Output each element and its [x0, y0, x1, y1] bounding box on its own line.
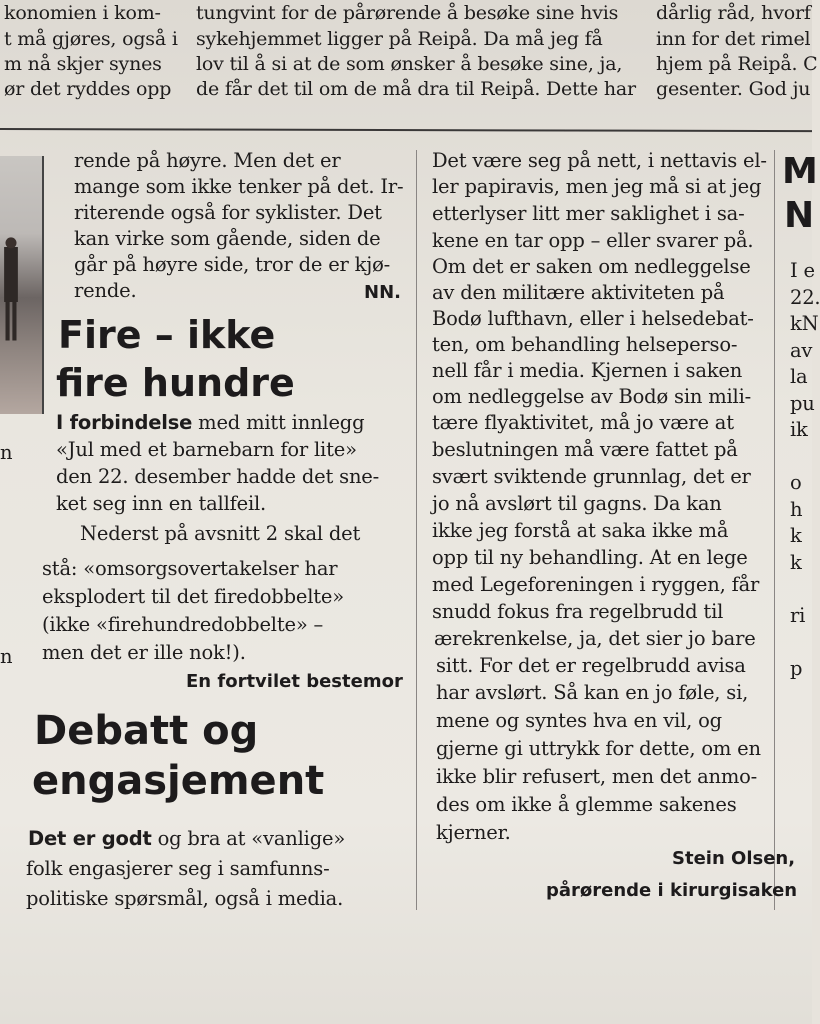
top-col1-line: m nå skjer synes	[4, 53, 162, 75]
top-col2-line: de får det til om de må dra til Reipå. Dette har	[196, 78, 636, 100]
right-edge-fragment: I e	[790, 259, 815, 282]
body-line: folk engasjerer seg i samfunns-	[26, 857, 330, 880]
lead-bold: Det er godt	[28, 827, 152, 850]
body-line: mange som ikke tenker på det. Ir-	[74, 175, 404, 198]
top-col1-line: konomien i kom-	[4, 2, 161, 24]
body-line: «Jul med et barnebarn for lite»	[56, 438, 357, 461]
body-line: tære flyaktivitet, må jo være at	[432, 411, 734, 434]
body-line: ten, om behandling helseperso-	[432, 333, 738, 356]
body-line: men det er ille nok!).	[42, 641, 246, 664]
body-line: kene en tar opp – eller svarer på.	[432, 229, 754, 252]
body-line: snudd fokus fra regelbrudd til	[432, 600, 724, 623]
body-line: des om ikke å glemme sakenes	[436, 793, 737, 816]
right-edge-fragment: ik	[790, 418, 808, 441]
right-headline-fragment: M	[782, 151, 818, 192]
body-line: mene og syntes hva en vil, og	[436, 709, 722, 732]
lead-line	[56, 410, 364, 436]
body-line: opp til ny behandling. At en lege	[432, 546, 748, 569]
lead-bold: I forbindelse	[56, 411, 193, 434]
top-col2-line: tungvint for de pårørende å besøke sine hvis	[196, 2, 619, 24]
right-edge-fragment: 22.	[790, 285, 820, 309]
body-line: sitt. For det er regelbrudd avisa	[436, 654, 746, 677]
headline: engasjement	[32, 758, 325, 804]
lead-rest: og bra at «vanlige»	[151, 827, 346, 850]
signature: NN.	[364, 282, 401, 303]
body-line: den 22. desember hadde det sne-	[56, 465, 380, 488]
signature: En fortvilet bestemor	[186, 671, 403, 692]
body-line: beslutningen må være fattet på	[432, 438, 738, 461]
body-line: stå: «omsorgsovertakelser har	[42, 557, 338, 580]
top-col2-line: sykehjemmet ligger på Reipå. Da må jeg få	[196, 28, 603, 50]
top-col1-line: ør det ryddes opp	[4, 78, 172, 100]
column-rule	[416, 150, 417, 910]
top-col3-line: hjem på Reipå. C	[656, 53, 818, 75]
body-line: kjerner.	[436, 821, 511, 844]
body-line: ikke blir refusert, men det anmo-	[436, 765, 758, 788]
body-line: Bodø lufthavn, eller i helsedebat-	[432, 307, 754, 330]
body-line: Nederst på avsnitt 2 skal det	[80, 522, 361, 545]
body-line: jo nå avslørt til gagns. Da kan	[432, 492, 722, 515]
top-col3-line: inn for det rimel	[656, 28, 811, 50]
body-line: Det være seg på nett, i nettavis el-	[432, 149, 767, 172]
body-line: gjerne gi uttrykk for dette, om en	[436, 737, 761, 760]
right-headline-fragment: N	[784, 195, 815, 236]
body-line: har avslørt. Så kan en jo føle, si,	[436, 681, 749, 704]
body-line: rende på høyre. Men det er	[74, 149, 341, 172]
signature-name: Stein Olsen,	[672, 848, 796, 869]
body-line: går på høyre side, tror de er kjø-	[74, 253, 391, 276]
body-line: eksplodert til det firedobbelte»	[42, 585, 344, 608]
body-line: rende.	[74, 279, 137, 302]
photo-fragment	[0, 156, 44, 414]
body-line: ærekrenkelse, ja, det sier jo bare	[434, 627, 756, 650]
body-line: om nedleggelse av Bodø sin mili-	[432, 385, 751, 408]
lead-line	[28, 826, 345, 852]
body-line: riterende også for syklister. Det	[74, 201, 382, 224]
left-edge-fragment: n	[0, 645, 13, 668]
right-edge-fragment: p	[790, 656, 803, 680]
headline: Fire – ikke	[58, 313, 276, 357]
body-line: svært sviktende grunnlag, det er	[432, 465, 751, 488]
column-rule	[774, 150, 775, 910]
top-col1-line: t må gjøres, også i	[4, 28, 178, 50]
body-line: etterlyser litt mer saklighet i sa-	[432, 202, 745, 225]
right-edge-fragment: k	[790, 550, 802, 574]
top-col3-line: dårlig råd, hvorf	[656, 2, 811, 24]
left-edge-fragment: n	[0, 441, 13, 464]
right-edge-fragment: pu	[790, 391, 815, 415]
signature-role: pårørende i kirurgisaken	[546, 880, 798, 901]
body-line: Om det er saken om nedleggelse	[432, 255, 751, 278]
right-edge-fragment: la	[790, 365, 808, 388]
right-edge-fragment: h	[790, 497, 803, 521]
body-line: nell får i media. Kjernen i saken	[432, 359, 743, 382]
body-line: ikke jeg forstå at saka ikke må	[432, 519, 729, 542]
top-col3-line: gesenter. God ju	[656, 78, 811, 100]
right-edge-fragment: ri	[790, 603, 806, 627]
body-line: med Legeforeningen i ryggen, får	[432, 573, 760, 596]
lead-rest: med mitt innlegg	[192, 411, 365, 434]
headline: fire hundre	[56, 361, 295, 405]
body-line: av den militære aktiviteten på	[432, 281, 725, 304]
right-edge-fragment: o	[790, 471, 802, 494]
right-edge-fragment: k	[790, 524, 802, 547]
body-line: (ikke «firehundredobbelte» –	[42, 613, 324, 636]
body-line: kan virke som gående, siden de	[74, 227, 381, 250]
right-edge-fragment: av	[790, 338, 813, 362]
body-line: ler papiravis, men jeg må si at jeg	[432, 175, 762, 198]
person-silhouette-icon	[0, 216, 22, 366]
right-edge-fragment: kN	[790, 312, 819, 335]
body-line: politiske spørsmål, også i media.	[26, 887, 344, 910]
headline: Debatt og	[34, 708, 259, 754]
body-line: ket seg inn en tallfeil.	[56, 492, 267, 515]
section-divider	[0, 128, 812, 132]
top-col2-line: lov til å si at de som ønsker å besøke sine, ja,	[196, 53, 623, 75]
